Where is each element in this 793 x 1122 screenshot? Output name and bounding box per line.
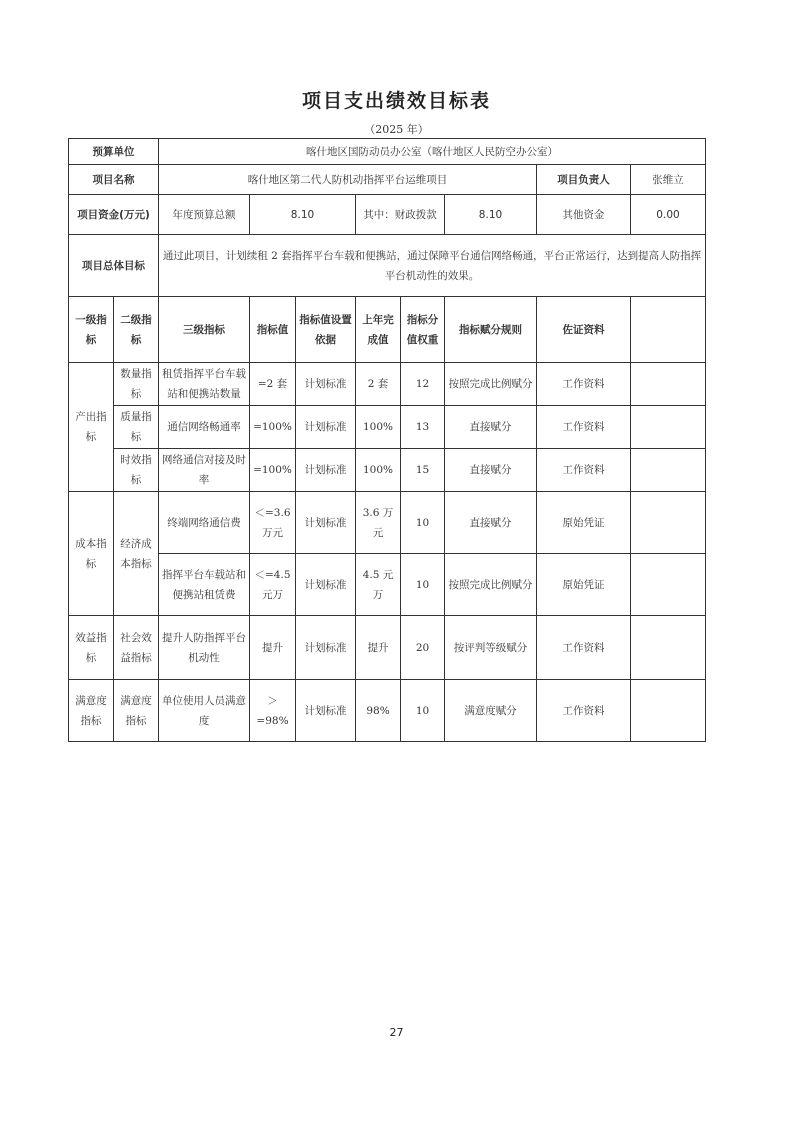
- row-level3: 租赁指挥平台车载站和便携站数量: [159, 363, 250, 406]
- project-name-label: 项目名称: [69, 165, 159, 195]
- owner-label: 项目负责人: [537, 165, 631, 195]
- header-rule: 指标赋分规则: [445, 297, 537, 363]
- row-weight: 10: [401, 554, 445, 616]
- row-level3: 指挥平台车载站和便携站租赁费: [159, 554, 250, 616]
- row-rule: 按评判等级赋分: [445, 616, 537, 680]
- funds-row: [69, 195, 706, 235]
- goal-row: [69, 235, 706, 297]
- row-last-year: 4.5 元万: [356, 554, 401, 616]
- header-level3: 三级指标: [159, 297, 250, 363]
- row-level2: 时效指标: [114, 449, 159, 492]
- row-level3: 单位使用人员满意度: [159, 680, 250, 742]
- row-level3: 通信网络畅通率: [159, 406, 250, 449]
- row-weight: 12: [401, 363, 445, 406]
- annual-budget-label: 年度预算总额: [159, 195, 250, 235]
- fiscal-value: 8.10: [445, 195, 537, 235]
- row-extra: [631, 554, 706, 616]
- row-value: ＜=3.6 万元: [250, 492, 296, 554]
- header-last-year: 上年完成值: [356, 297, 401, 363]
- row-extra: [631, 492, 706, 554]
- row-basis: 计划标准: [296, 492, 356, 554]
- row-rule: 按照完成比例赋分: [445, 363, 537, 406]
- row-level2: 数量指标: [114, 363, 159, 406]
- row-value: ＜=4.5 元万: [250, 554, 296, 616]
- row-last-year: 100%: [356, 449, 401, 492]
- row-evidence: 原始凭证: [537, 492, 631, 554]
- table-row: [69, 492, 706, 554]
- row-last-year: 98%: [356, 680, 401, 742]
- row-extra: [631, 449, 706, 492]
- row-level3: 提升人防指挥平台机动性: [159, 616, 250, 680]
- row-level2: 经济成本指标: [114, 492, 159, 616]
- row-extra: [631, 406, 706, 449]
- row-rule: 满意度赋分: [445, 680, 537, 742]
- project-name-row: [69, 165, 706, 195]
- row-evidence: 原始凭证: [537, 554, 631, 616]
- table-row: [69, 406, 706, 449]
- row-weight: 10: [401, 492, 445, 554]
- row-value: =2 套: [250, 363, 296, 406]
- table-row: [69, 554, 706, 616]
- header-extra: [631, 297, 706, 363]
- group-benefit: 效益指标: [69, 616, 114, 680]
- table-row: [69, 449, 706, 492]
- performance-table: [68, 138, 706, 742]
- row-basis: 计划标准: [296, 680, 356, 742]
- row-rule: 直接赋分: [445, 492, 537, 554]
- year-label: （2025 年）: [364, 123, 429, 136]
- row-value: 提升: [250, 616, 296, 680]
- row-basis: 计划标准: [296, 616, 356, 680]
- row-level2: 质量指标: [114, 406, 159, 449]
- row-level2: 满意度指标: [114, 680, 159, 742]
- row-last-year: 3.6 万元: [356, 492, 401, 554]
- row-weight: 15: [401, 449, 445, 492]
- row-weight: 20: [401, 616, 445, 680]
- header-value: 指标值: [250, 297, 296, 363]
- row-basis: 计划标准: [296, 449, 356, 492]
- other-label: 其他资金: [537, 195, 631, 235]
- row-value: =100%: [250, 406, 296, 449]
- row-basis: 计划标准: [296, 554, 356, 616]
- budget-unit-label: 预算单位: [69, 139, 159, 165]
- annual-budget-value: 8.10: [250, 195, 356, 235]
- row-evidence: 工作资料: [537, 680, 631, 742]
- row-rule: 直接赋分: [445, 406, 537, 449]
- funds-label: 项目资金(万元): [69, 195, 159, 235]
- row-value: =100%: [250, 449, 296, 492]
- row-level3: 网络通信对接及时率: [159, 449, 250, 492]
- table-row: [69, 363, 706, 406]
- header-basis: 指标值设置依据: [296, 297, 356, 363]
- group-output: 产出指标: [69, 363, 114, 492]
- row-basis: 计划标准: [296, 406, 356, 449]
- row-evidence: 工作资料: [537, 616, 631, 680]
- row-evidence: 工作资料: [537, 449, 631, 492]
- row-last-year: 2 套: [356, 363, 401, 406]
- row-extra: [631, 363, 706, 406]
- row-evidence: 工作资料: [537, 363, 631, 406]
- row-last-year: 提升: [356, 616, 401, 680]
- group-satisfaction: 满意度指标: [69, 680, 114, 742]
- page-title: 项目支出绩效目标表: [301, 90, 491, 112]
- row-value: ＞=98%: [250, 680, 296, 742]
- project-name-value: 喀什地区第二代人防机动指挥平台运维项目: [159, 165, 537, 195]
- budget-unit-row: [69, 139, 706, 165]
- table-row: [69, 616, 706, 680]
- other-value: 0.00: [631, 195, 706, 235]
- row-evidence: 工作资料: [537, 406, 631, 449]
- header-row: [69, 297, 706, 363]
- row-weight: 13: [401, 406, 445, 449]
- header-evidence: 佐证资料: [537, 297, 631, 363]
- goal-label: 项目总体目标: [69, 235, 159, 297]
- row-extra: [631, 680, 706, 742]
- fiscal-label: 其中：财政拨款: [356, 195, 445, 235]
- row-weight: 10: [401, 680, 445, 742]
- table-row: [69, 680, 706, 742]
- owner-value: 张维立: [631, 165, 706, 195]
- row-basis: 计划标准: [296, 363, 356, 406]
- row-last-year: 100%: [356, 406, 401, 449]
- row-extra: [631, 616, 706, 680]
- row-rule: 直接赋分: [445, 449, 537, 492]
- row-level3: 终端网络通信费: [159, 492, 250, 554]
- page-number: 27: [389, 1026, 404, 1039]
- row-level2: 社会效益指标: [114, 616, 159, 680]
- header-weight: 指标分值权重: [401, 297, 445, 363]
- goal-text: 通过此项目，计划续租 2 套指挥平台车载和便携站，通过保障平台通信网络畅通，平台正常运行，达到提高人防指挥平台机动性的效果。: [159, 235, 706, 297]
- row-rule: 按照完成比例赋分: [445, 554, 537, 616]
- group-cost: 成本指标: [69, 492, 114, 616]
- header-level1: 一级指标: [69, 297, 114, 363]
- header-level2: 二级指标: [114, 297, 159, 363]
- budget-unit-value: 喀什地区国防动员办公室（喀什地区人民防空办公室）: [159, 139, 706, 165]
